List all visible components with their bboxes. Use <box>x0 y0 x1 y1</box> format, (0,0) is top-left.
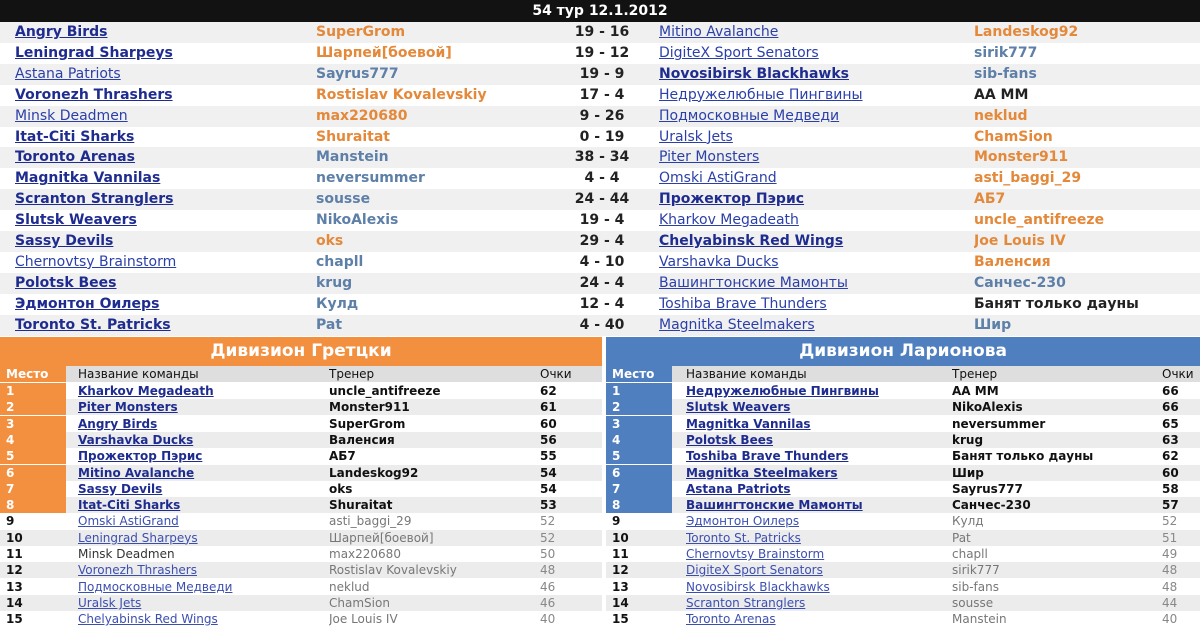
home-coach: NikoAlexis <box>316 212 399 229</box>
table-row <box>606 383 1200 399</box>
table-row <box>0 481 602 497</box>
place-cell: 1 <box>606 383 672 399</box>
place-cell: 13 <box>612 579 629 594</box>
away-team-link[interactable]: DigiteX Sport Senators <box>659 44 819 61</box>
place-cell: 9 <box>612 514 621 529</box>
team-header: Название команды <box>686 367 807 381</box>
coach-cell: Joe Louis IV <box>329 612 398 627</box>
match-row <box>0 189 1200 210</box>
place-cell: 8 <box>0 497 66 513</box>
home-team-link[interactable]: Slutsk Weavers <box>15 212 137 229</box>
match-row <box>0 106 1200 127</box>
team-link[interactable]: Прожектор Пэрис <box>78 449 203 464</box>
match-row <box>0 294 1200 315</box>
table-row <box>0 399 602 415</box>
home-team-link[interactable]: Chernovtsy Brainstorm <box>15 253 177 270</box>
coach-cell: Monster911 <box>329 400 410 415</box>
table-row <box>0 497 602 513</box>
home-coach: Rostislav Kovalevskiy <box>316 86 487 103</box>
match-score: 4 - 10 <box>579 253 625 270</box>
coach-cell: sib-fans <box>952 579 999 594</box>
place-cell: 2 <box>0 399 66 415</box>
away-coach: Шир <box>974 316 1012 333</box>
points-cell: 52 <box>540 530 556 545</box>
match-row <box>0 22 1200 43</box>
home-coach: chapll <box>316 253 364 270</box>
place-cell: 14 <box>6 595 23 610</box>
table-row <box>606 530 1200 546</box>
coach-cell: asti_baggi_29 <box>329 514 412 529</box>
coach-cell: АА ММ <box>952 384 999 398</box>
points-cell: 66 <box>1162 400 1179 415</box>
coach-cell: NikoAlexis <box>952 400 1023 415</box>
home-team-link[interactable]: Voronezh Thrashers <box>15 86 173 103</box>
coach-cell: Шарпей[боевой] <box>329 530 434 545</box>
match-row <box>0 231 1200 252</box>
away-team-link[interactable]: Вашингтонские Мамонты <box>659 274 848 291</box>
coach-cell: chapll <box>952 547 988 561</box>
coach-cell: ChamSion <box>329 595 390 610</box>
place-cell: 15 <box>612 612 629 627</box>
match-score: 4 - 4 <box>584 170 620 187</box>
place-cell: 11 <box>6 547 23 561</box>
team-link[interactable]: Leningrad Sharpeys <box>78 530 198 545</box>
division-larionov-title: Дивизион Ларионова <box>606 337 1200 366</box>
place-cell: 9 <box>6 514 15 529</box>
points-cell: 63 <box>1162 432 1179 447</box>
place-cell: 4 <box>606 432 672 448</box>
team-link[interactable]: Itat-Citi Sharks <box>78 498 181 513</box>
coach-cell: Shuraitat <box>329 498 393 513</box>
home-coach: Shuraitat <box>316 128 390 145</box>
match-score: 24 - 44 <box>574 191 630 208</box>
team-link[interactable]: Mitino Avalanche <box>78 465 195 480</box>
table-row <box>606 448 1200 464</box>
standings-gretzky <box>0 366 602 630</box>
table-row <box>606 399 1200 415</box>
team-link[interactable]: Polotsk Bees <box>686 432 773 447</box>
home-coach: Шарпей[боевой] <box>316 44 452 61</box>
place-header: Место <box>606 366 672 382</box>
standings-header <box>606 366 1200 382</box>
home-coach: SuperGrom <box>316 24 406 40</box>
coach-cell: krug <box>952 432 984 447</box>
away-coach: neklud <box>974 107 1028 124</box>
place-cell: 12 <box>6 563 23 578</box>
team-link[interactable]: Недружелюбные Пингвины <box>686 384 879 398</box>
match-score: 38 - 34 <box>574 149 630 166</box>
match-row <box>0 43 1200 64</box>
coach-cell: uncle_antifreeze <box>329 384 441 398</box>
table-row <box>0 432 602 448</box>
round-title: 54 тур 12.1.2012 <box>0 0 1200 22</box>
away-team-link[interactable]: Подмосковные Медведи <box>659 107 840 124</box>
coach-cell: sousse <box>952 595 994 610</box>
table-row <box>0 546 602 562</box>
team-header: Название команды <box>78 367 199 381</box>
team-link[interactable]: Подмосковные Медведи <box>78 579 233 594</box>
table-row <box>606 513 1200 529</box>
match-score: 9 - 26 <box>579 107 625 124</box>
coach-cell: АБ7 <box>329 449 356 464</box>
place-cell: 12 <box>612 563 629 578</box>
away-coach: ChamSion <box>974 128 1053 145</box>
away-coach: Landeskog92 <box>974 24 1079 40</box>
table-row <box>0 579 602 595</box>
away-coach: АБ7 <box>974 191 1006 208</box>
home-coach: max220680 <box>316 107 408 124</box>
home-coach: Pat <box>316 316 343 333</box>
match-score: 0 - 19 <box>579 128 625 145</box>
away-coach: АА ММ <box>974 86 1029 103</box>
match-row <box>0 127 1200 148</box>
table-row <box>606 497 1200 513</box>
coach-cell: Sayrus777 <box>952 481 1023 496</box>
away-team-link[interactable]: Novosibirsk Blackhawks <box>659 65 849 82</box>
coach-cell: Валенсия <box>329 432 395 447</box>
home-coach: Manstein <box>316 149 389 166</box>
home-team-link[interactable]: Leningrad Sharpeys <box>15 44 173 61</box>
points-cell: 48 <box>1162 579 1178 594</box>
table-row <box>0 611 602 627</box>
points-cell: 52 <box>1162 514 1178 529</box>
away-coach: uncle_antifreeze <box>974 212 1105 229</box>
home-coach: sousse <box>316 191 371 208</box>
table-row <box>606 562 1200 578</box>
place-cell: 7 <box>606 481 672 497</box>
coach-cell: max220680 <box>329 547 401 561</box>
table-row <box>606 611 1200 627</box>
place-header: Место <box>0 366 66 382</box>
coach-cell: Manstein <box>952 612 1007 627</box>
home-coach: Кулд <box>316 295 359 312</box>
away-team-link[interactable]: Прожектор Пэрис <box>659 191 805 208</box>
team-link[interactable]: Вашингтонские Мамонты <box>686 498 863 513</box>
team-link[interactable]: Magnitka Steelmakers <box>686 465 838 480</box>
away-team-link[interactable]: Toshiba Brave Thunders <box>659 295 827 312</box>
points-cell: 46 <box>540 579 556 594</box>
match-score: 19 - 4 <box>579 212 625 229</box>
place-cell: 2 <box>606 399 672 415</box>
away-team-link[interactable]: Mitino Avalanche <box>659 24 779 40</box>
table-row <box>0 595 602 611</box>
points-cell: 65 <box>1162 416 1179 431</box>
match-row <box>0 64 1200 85</box>
home-team-link[interactable]: Astana Patriots <box>15 65 121 82</box>
points-cell: 66 <box>1162 384 1179 398</box>
points-cell: 40 <box>1162 612 1178 627</box>
team-link[interactable]: Scranton Stranglers <box>686 595 806 610</box>
table-row <box>0 383 602 399</box>
home-team-link[interactable]: Polotsk Bees <box>15 274 117 291</box>
coach-cell: Pat <box>952 530 971 545</box>
match-row <box>0 315 1200 336</box>
coach-cell: Rostislav Kovalevskiy <box>329 563 457 578</box>
coach-cell: Landeskog92 <box>329 465 419 480</box>
team-link[interactable]: Sassy Devils <box>78 481 163 496</box>
place-cell: 6 <box>0 465 66 481</box>
place-cell: 7 <box>0 481 66 497</box>
home-coach: oks <box>316 233 344 249</box>
team-link[interactable]: Uralsk Jets <box>78 595 142 610</box>
coach-cell: sirik777 <box>952 563 1000 578</box>
coach-header: Тренер <box>329 367 375 381</box>
points-cell: 48 <box>540 563 556 578</box>
away-team-link[interactable]: Недружелюбные Пингвины <box>659 86 863 103</box>
points-cell: 55 <box>540 449 557 464</box>
coach-cell: Кулд <box>952 514 984 529</box>
team-link[interactable]: Chernovtsy Brainstorm <box>686 547 825 561</box>
points-cell: 60 <box>1162 465 1179 480</box>
home-team-link[interactable]: Scranton Stranglers <box>15 191 174 208</box>
away-team-link[interactable]: Chelyabinsk Red Wings <box>659 233 844 249</box>
place-cell: 10 <box>612 530 629 545</box>
coach-cell: SuperGrom <box>329 416 406 431</box>
points-cell: 62 <box>540 384 557 398</box>
table-row <box>0 562 602 578</box>
place-cell: 5 <box>606 448 672 464</box>
team-link[interactable]: Angry Birds <box>78 416 158 431</box>
team-link[interactable]: Kharkov Megadeath <box>78 384 214 398</box>
points-cell: 48 <box>1162 563 1178 578</box>
coach-cell: Санчес-230 <box>952 498 1031 513</box>
points-cell: 46 <box>540 595 556 610</box>
away-coach: Санчес-230 <box>974 274 1066 291</box>
points-cell: 52 <box>540 514 556 529</box>
away-coach: Monster911 <box>974 149 1069 166</box>
place-cell: 1 <box>0 383 66 399</box>
place-cell: 3 <box>606 416 672 432</box>
coach-cell: Шир <box>952 465 984 480</box>
away-coach: Joe Louis IV <box>974 233 1066 249</box>
place-cell: 13 <box>6 579 23 594</box>
away-coach: sib-fans <box>974 65 1037 82</box>
team-link[interactable]: Varshavka Ducks <box>78 432 194 447</box>
away-team-link[interactable]: Uralsk Jets <box>659 128 733 145</box>
away-team-link[interactable]: Kharkov Megadeath <box>659 212 799 229</box>
team-link[interactable]: DigiteX Sport Senators <box>686 563 823 578</box>
place-cell: 15 <box>6 612 23 627</box>
home-team-link[interactable]: Toronto St. Patricks <box>15 316 171 333</box>
table-row <box>606 465 1200 481</box>
points-cell: 53 <box>540 498 557 513</box>
match-score: 12 - 4 <box>579 295 625 312</box>
home-team-link[interactable]: Magnitka Vannilas <box>15 170 161 187</box>
match-row <box>0 147 1200 168</box>
table-row <box>0 465 602 481</box>
team-link[interactable]: Toronto Arenas <box>686 612 776 627</box>
place-cell: 11 <box>612 547 629 561</box>
team-link[interactable]: Novosibirsk Blackhawks <box>686 579 830 594</box>
away-coach: sirik777 <box>974 44 1038 61</box>
home-team-link[interactable]: Эдмонтон Oилерs <box>15 295 160 312</box>
standings-larionov <box>606 366 1200 630</box>
away-team-link[interactable]: Magnitka Steelmakers <box>659 316 815 333</box>
points-cell: 62 <box>1162 449 1179 464</box>
place-cell: 8 <box>606 497 672 513</box>
points-cell: 61 <box>540 400 557 415</box>
points-cell: 54 <box>540 465 557 480</box>
table-row <box>0 513 602 529</box>
match-row <box>0 273 1200 294</box>
match-score: 19 - 16 <box>574 24 630 40</box>
table-row <box>606 546 1200 562</box>
points-cell: 54 <box>540 481 557 496</box>
points-header: Очки <box>1162 367 1194 381</box>
table-row <box>0 416 602 432</box>
coach-cell: neversummer <box>952 416 1046 431</box>
table-row <box>606 481 1200 497</box>
home-team-link[interactable]: Angry Birds <box>15 24 108 40</box>
home-team-link[interactable]: Minsk Deadmen <box>15 107 128 124</box>
table-row <box>606 416 1200 432</box>
home-coach: neversummer <box>316 170 425 187</box>
points-cell: 49 <box>1162 547 1178 561</box>
points-cell: 60 <box>540 416 557 431</box>
place-cell: 3 <box>0 416 66 432</box>
coach-cell: Банят только дауны <box>952 449 1094 464</box>
place-cell: 10 <box>6 530 23 545</box>
coach-header: Тренер <box>952 367 998 381</box>
match-score: 4 - 40 <box>579 316 625 333</box>
match-score: 29 - 4 <box>579 233 625 249</box>
away-team-link[interactable]: Piter Monsters <box>659 149 760 166</box>
team-link[interactable]: Piter Monsters <box>78 400 178 415</box>
home-team-link[interactable]: Itat-Citi Sharks <box>15 128 135 145</box>
away-coach: Валенсия <box>974 253 1051 270</box>
points-cell: 50 <box>540 547 556 561</box>
team-link[interactable]: Toshiba Brave Thunders <box>686 449 849 464</box>
match-row <box>0 210 1200 231</box>
home-coach: Sayrus777 <box>316 65 399 82</box>
team-link[interactable]: Omski AstiGrand <box>78 514 179 529</box>
points-cell: 57 <box>1162 498 1179 513</box>
points-header: Очки <box>540 367 572 381</box>
table-row <box>0 530 602 546</box>
team-link[interactable]: Chelyabinsk Red Wings <box>78 612 218 627</box>
team-link[interactable]: Minsk Deadmen <box>78 547 175 561</box>
coach-cell: oks <box>329 481 353 496</box>
place-cell: 14 <box>612 595 629 610</box>
match-score: 19 - 9 <box>579 65 625 82</box>
match-row <box>0 168 1200 189</box>
match-score: 24 - 4 <box>579 274 625 291</box>
away-team-link[interactable]: Omski AstiGrand <box>659 170 777 187</box>
home-team-link[interactable]: Toronto Arenas <box>15 149 135 166</box>
table-row <box>606 579 1200 595</box>
match-score: 17 - 4 <box>579 86 625 103</box>
away-coach: asti_baggi_29 <box>974 170 1082 187</box>
team-link[interactable]: Toronto St. Patricks <box>686 530 801 545</box>
table-row <box>606 432 1200 448</box>
away-coach: Банят только дауны <box>974 295 1139 312</box>
points-cell: 51 <box>1162 530 1178 545</box>
division-gretzky-title: Дивизион Гретцки <box>0 337 602 366</box>
points-cell: 44 <box>1162 595 1178 610</box>
home-team-link[interactable]: Sassy Devils <box>15 233 114 249</box>
team-link[interactable]: Slutsk Weavers <box>686 400 791 415</box>
place-cell: 5 <box>0 448 66 464</box>
table-row <box>606 595 1200 611</box>
points-cell: 56 <box>540 432 557 447</box>
match-row <box>0 252 1200 273</box>
points-cell: 58 <box>1162 481 1179 496</box>
place-cell: 4 <box>0 432 66 448</box>
coach-cell: neklud <box>329 579 370 594</box>
team-link[interactable]: Astana Patriots <box>686 481 791 496</box>
match-score: 19 - 12 <box>574 44 630 61</box>
away-team-link[interactable]: Varshavka Ducks <box>659 253 779 270</box>
team-link[interactable]: Voronezh Thrashers <box>78 563 197 578</box>
table-row <box>0 448 602 464</box>
team-link[interactable]: Magnitka Vannilas <box>686 416 811 431</box>
match-row <box>0 85 1200 106</box>
team-link[interactable]: Эдмонтон Oилерs <box>686 514 800 529</box>
points-cell: 40 <box>540 612 556 627</box>
place-cell: 6 <box>606 465 672 481</box>
standings-header <box>0 366 602 382</box>
home-coach: krug <box>316 274 353 291</box>
match-results <box>0 22 1200 336</box>
